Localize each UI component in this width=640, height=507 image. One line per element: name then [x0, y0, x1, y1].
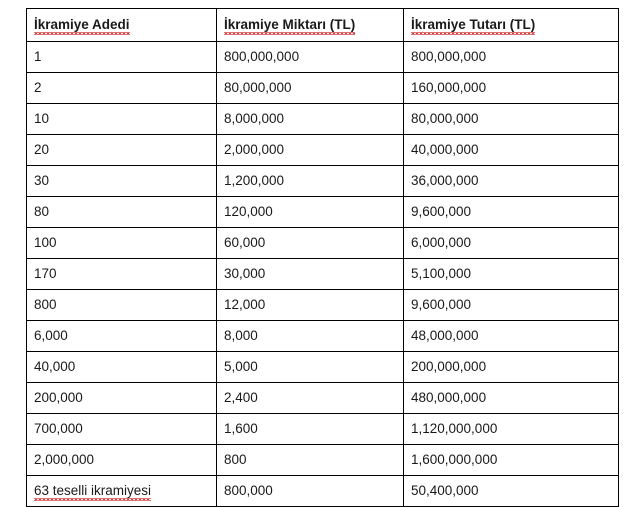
- cell-prize-total: 9,600,000: [404, 197, 619, 228]
- cell-prize-count: 200,000: [27, 383, 217, 414]
- cell-prize-count: 10: [27, 104, 217, 135]
- cell-prize-amount: 12,000: [217, 290, 404, 321]
- column-header-prize-total: [404, 9, 619, 42]
- cell-prize-amount: 120,000: [217, 197, 404, 228]
- cell-prize-amount: 60,000: [217, 228, 404, 259]
- table-row: [27, 73, 619, 104]
- cell-prize-count: 800: [27, 290, 217, 321]
- cell-prize-amount: 80,000,000: [217, 73, 404, 104]
- cell-prize-count-text: 63 teselli ikramiyesi: [34, 483, 152, 498]
- table-row: [27, 476, 619, 507]
- cell-prize-count: 40,000: [27, 352, 217, 383]
- cell-prize-count: 100: [27, 228, 217, 259]
- cell-prize-total: 36,000,000: [404, 166, 619, 197]
- column-header-prize-amount-text: İkramiye Miktarı (TL): [224, 17, 356, 32]
- column-header-prize-count-text: İkramiye Adedi: [34, 17, 130, 32]
- cell-prize-amount: 1,200,000: [217, 166, 404, 197]
- cell-prize-count: 80: [27, 197, 217, 228]
- cell-prize-count: 700,000: [27, 414, 217, 445]
- cell-prize-count: [27, 476, 217, 507]
- table-header: [27, 9, 619, 42]
- table-row: [27, 445, 619, 476]
- column-header-prize-amount: [217, 9, 404, 42]
- cell-prize-amount: 5,000: [217, 352, 404, 383]
- cell-prize-count: 1: [27, 42, 217, 73]
- table-header-row: [27, 9, 619, 42]
- cell-prize-amount: 800,000,000: [217, 42, 404, 73]
- column-header-prize-total-text: İkramiye Tutarı (TL): [411, 17, 536, 32]
- cell-prize-total: 1,600,000,000: [404, 445, 619, 476]
- table-row: [27, 383, 619, 414]
- cell-prize-total: 480,000,000: [404, 383, 619, 414]
- prize-table: [26, 8, 619, 507]
- cell-prize-amount: 1,600: [217, 414, 404, 445]
- cell-prize-count: 170: [27, 259, 217, 290]
- table-row: [27, 197, 619, 228]
- cell-prize-amount: 8,000,000: [217, 104, 404, 135]
- table-row: [27, 42, 619, 73]
- cell-prize-count: 20: [27, 135, 217, 166]
- cell-prize-amount: 30,000: [217, 259, 404, 290]
- cell-prize-total: 40,000,000: [404, 135, 619, 166]
- cell-prize-total: 160,000,000: [404, 73, 619, 104]
- cell-prize-total: 5,100,000: [404, 259, 619, 290]
- cell-prize-amount: 2,000,000: [217, 135, 404, 166]
- table-row: [27, 352, 619, 383]
- cell-prize-count: 30: [27, 166, 217, 197]
- cell-prize-amount: 2,400: [217, 383, 404, 414]
- table-row: [27, 321, 619, 352]
- cell-prize-total: 200,000,000: [404, 352, 619, 383]
- table-row: [27, 414, 619, 445]
- table-row: [27, 166, 619, 197]
- table-row: [27, 259, 619, 290]
- cell-prize-total: 48,000,000: [404, 321, 619, 352]
- cell-prize-total: 800,000,000: [404, 42, 619, 73]
- cell-prize-count: 2: [27, 73, 217, 104]
- cell-prize-count: 6,000: [27, 321, 217, 352]
- table-row: [27, 135, 619, 166]
- cell-prize-total: 80,000,000: [404, 104, 619, 135]
- table-body: [27, 42, 619, 507]
- cell-prize-count: 2,000,000: [27, 445, 217, 476]
- table-row: [27, 290, 619, 321]
- cell-prize-total: 1,120,000,000: [404, 414, 619, 445]
- table-row: [27, 228, 619, 259]
- cell-prize-amount: 8,000: [217, 321, 404, 352]
- cell-prize-total: 50,400,000: [404, 476, 619, 507]
- cell-prize-amount: 800,000: [217, 476, 404, 507]
- column-header-prize-count: [27, 9, 217, 42]
- cell-prize-total: 9,600,000: [404, 290, 619, 321]
- cell-prize-amount: 800: [217, 445, 404, 476]
- cell-prize-total: 6,000,000: [404, 228, 619, 259]
- table-row: [27, 104, 619, 135]
